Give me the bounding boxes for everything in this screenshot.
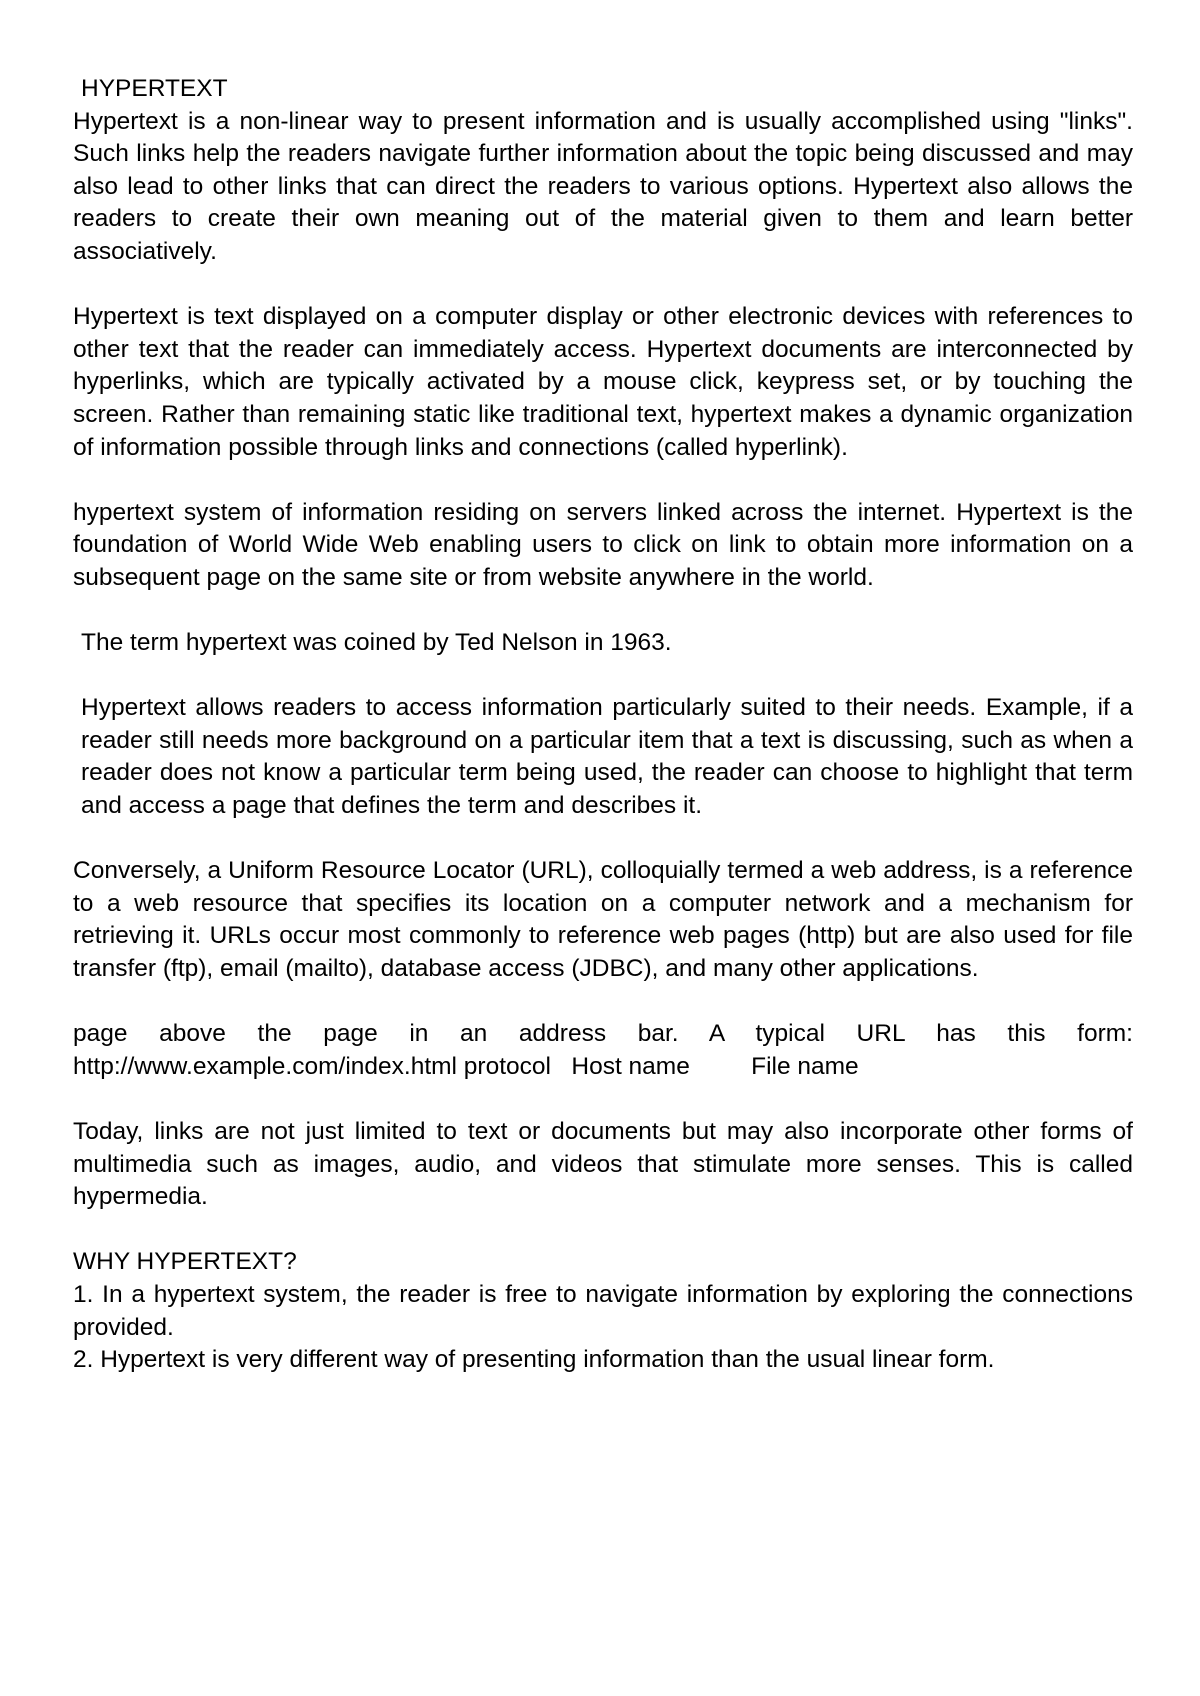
paragraph-hypermedia: Today, links are not just limited to text or documents but may also incorporate other forms of multimedia such as images, audio, and videos that stimulate more senses. This is called hypermedia.	[73, 1118, 1133, 1211]
paragraph-url-form	[73, 1018, 1133, 1083]
paragraph-reader-access: Hypertext allows readers to access information particularly suited to their needs. Example, if a reader still needs more background on a particular item that a text is discussing, such as when a reader does not know a particular term being used, the reader can choose to highlight that term and access a page that defines the term and describes it.	[81, 694, 1133, 820]
paragraph-url-definition: Conversely, a Uniform Resource Locator (URL), colloquially termed a web address, is a reference to a web resource that specifies its location on a computer network and a mechanism for retrieving it. URLs occur most commonly to reference web pages (http) but are also used for file transfer (ftp), email (mailto), database access (JDBC), and many other applications.	[73, 857, 1133, 983]
url-form-text: page above the page in an address bar. A typical URL has this form:	[73, 1020, 1133, 1048]
document-title: HYPERTEXT	[81, 75, 228, 102]
paragraph-www-foundation: hypertext system of information residing on servers linked across the internet. Hypertext is the foundation of World Wide Web enabling users to click on link to obtain more information on a subsequent page on the same site or from website anywhere in the world.	[73, 498, 1133, 591]
paragraph-ted-nelson: The term hypertext was coined by Ted Nelson in 1963.	[81, 629, 672, 657]
why-hypertext-list	[73, 1279, 1133, 1377]
paragraph-definition: Hypertext is a non-linear way to present information and is usually accomplished using "links". Such links help the readers navigate further information about the topic being discussed and may also lead to other links that can direct the readers to various options. Hypertext also allows the readers to create their own meaning out of the material given to them and learn better associatively.	[73, 107, 1133, 265]
paragraph-hypertext-display: Hypertext is text displayed on a computer display or other electronic devices with references to other text that the reader can immediately access. Hypertext documents are interconnected by hyperlinks, which are typically activated by a mouse click, keypress set, or by touching the screen. Rather than remaining static like traditional text, hypertext makes a dynamic organization of information possible through links and connections (called hyperlink).	[73, 303, 1133, 461]
document-page	[73, 73, 1133, 1377]
why-hypertext-heading: WHY HYPERTEXT?	[73, 1248, 297, 1276]
list-item: 2. Hypertext is very different way of presenting information than the usual linear form.	[73, 1346, 995, 1374]
list-item: 1. In a hypertext system, the reader is free to navigate information by exploring the connections provided.	[73, 1280, 1133, 1341]
url-example-line: http://www.example.com/index.html protocol Host name File name	[73, 1052, 859, 1080]
